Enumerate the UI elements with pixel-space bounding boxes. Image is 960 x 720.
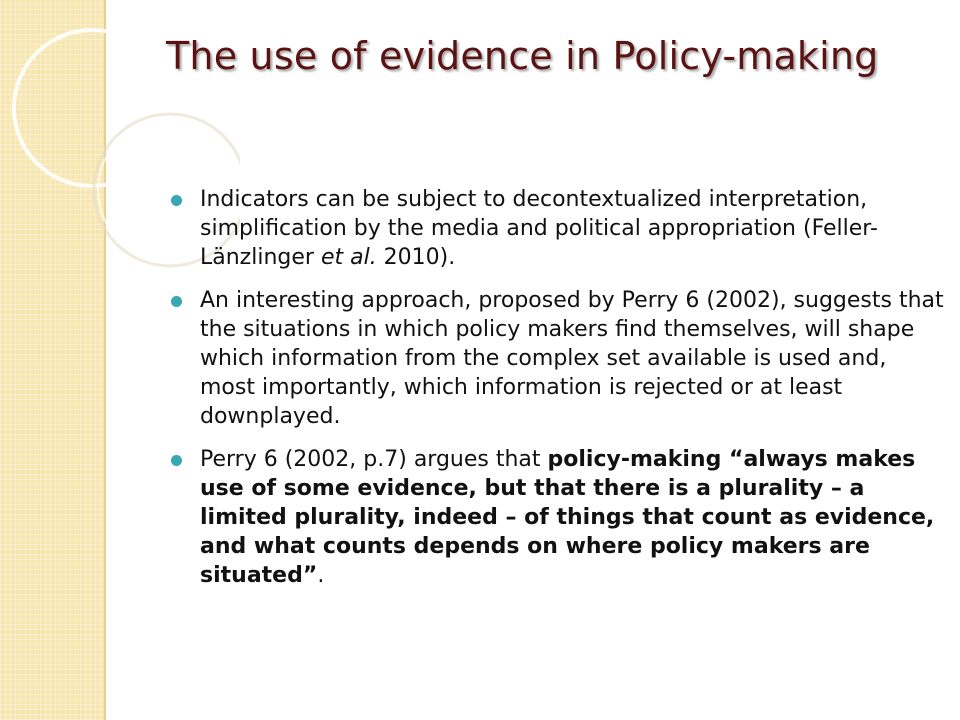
bullet-bold-quote: policy-making “always makes use of some evidence, but that there is a plurality – a limited plurality, indeed – of things that count as evidence, and what counts depends on where policy makers are situated” (200, 447, 935, 588)
bullet-list (168, 185, 948, 604)
bullet-item-approach (168, 286, 948, 431)
bullet-text: An interesting approach, proposed by Perry 6 (2002), suggests that the situations in which policy makers find themselves, will shape which information from the complex set available is used and, most importantly, which information is rejected or at least downplayed. (200, 288, 944, 429)
bullet-item-perry-quote (168, 445, 948, 590)
slide-title: The use of evidence in Policy-making (166, 34, 879, 78)
bullet-dot-icon (171, 455, 182, 466)
bullet-dot-icon (171, 296, 182, 307)
bullet-text-end: . (317, 563, 325, 588)
bullet-dot-icon (171, 195, 182, 206)
bullet-text: Indicators can be subject to decontextualized interpretation, simplification by the media and political appropriation (Feller-Länzlinger (200, 187, 878, 270)
bullet-item-indicators (168, 185, 948, 272)
bullet-text-end: 2010). (376, 245, 456, 270)
bullet-text: Perry 6 (2002, p.7) argues that (200, 447, 548, 472)
bullet-italic-text: et al. (320, 245, 377, 270)
decorative-side-strip (0, 0, 106, 720)
